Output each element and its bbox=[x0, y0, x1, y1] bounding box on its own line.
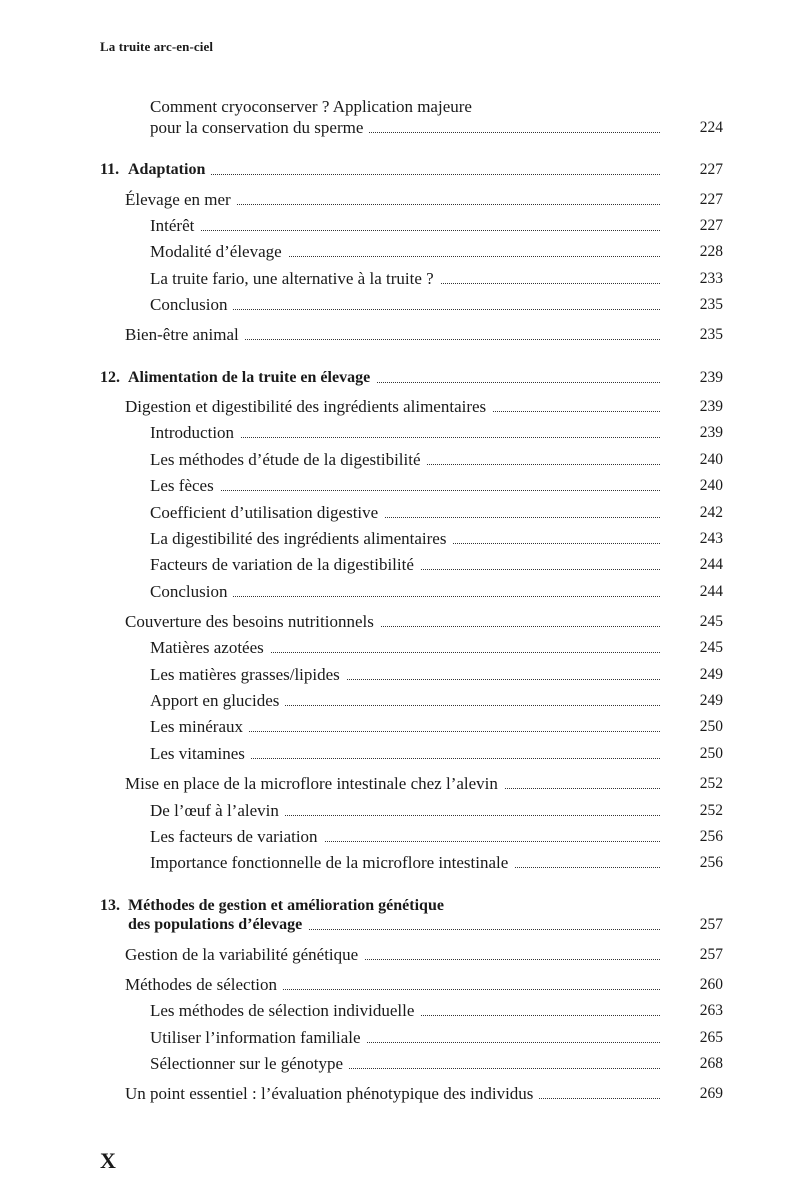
toc-entry-title: Un point essentiel : l’évaluation phénotypique des individus bbox=[125, 1084, 539, 1104]
toc-entry-title: Matières azotées bbox=[150, 638, 270, 658]
chapter-title-cont: des populations d’élevage bbox=[128, 915, 308, 935]
toc-entry[interactable] bbox=[0, 665, 800, 685]
toc-entry[interactable] bbox=[0, 450, 800, 470]
toc-entry-title: Modalité d’élevage bbox=[150, 242, 288, 262]
toc-entry-title: Gestion de la variabilité génétique bbox=[125, 945, 364, 965]
toc-entry-page: 233 bbox=[699, 270, 723, 287]
toc-entry-page: 263 bbox=[699, 1002, 723, 1019]
toc-entry-title: Coefficient d’utilisation digestive bbox=[150, 503, 384, 523]
toc-entry-page: 249 bbox=[699, 666, 723, 683]
toc-entry[interactable] bbox=[0, 975, 800, 995]
toc-entry-title: Élevage en mer bbox=[125, 190, 237, 210]
chapter-title: Adaptation bbox=[128, 161, 206, 178]
toc-entry-page: 252 bbox=[699, 775, 723, 792]
toc-entry-title: Apport en glucides bbox=[150, 691, 285, 711]
toc-entry[interactable] bbox=[0, 476, 800, 496]
toc-entry-title: Intérêt bbox=[150, 216, 200, 236]
toc-chapter-13[interactable] bbox=[0, 915, 800, 935]
toc-entry[interactable] bbox=[0, 242, 800, 262]
toc-entry-title: Facteurs de variation de la digestibilité bbox=[150, 555, 420, 575]
toc-entry-page: 250 bbox=[699, 745, 723, 762]
toc-entry-page: 257 bbox=[699, 916, 723, 933]
toc-entry[interactable] bbox=[0, 853, 800, 873]
toc-entry-page: 227 bbox=[699, 191, 723, 208]
toc-entry[interactable] bbox=[0, 612, 800, 632]
toc-entry-page: 268 bbox=[699, 1055, 723, 1072]
toc-entry-page: 242 bbox=[699, 504, 723, 521]
toc-entry-title: De l’œuf à l’alevin bbox=[150, 801, 285, 821]
toc-entry[interactable] bbox=[0, 555, 800, 575]
chapter-title: Alimentation de la truite en élevage bbox=[128, 369, 371, 386]
toc-entry-title: pour la conservation du sperme bbox=[150, 118, 369, 138]
toc-entry-title: Utiliser l’information familiale bbox=[150, 1028, 367, 1048]
toc-entry[interactable] bbox=[0, 827, 800, 847]
toc-entry-page: 235 bbox=[699, 326, 723, 343]
toc-entry-page: 243 bbox=[699, 530, 723, 547]
toc-entry-title: Méthodes de sélection bbox=[125, 975, 283, 995]
toc-entry-page: 256 bbox=[699, 828, 723, 845]
toc-entry-page: 257 bbox=[699, 946, 723, 963]
toc-entry[interactable] bbox=[0, 295, 800, 315]
toc-entry[interactable] bbox=[0, 945, 800, 965]
dot-leader bbox=[150, 216, 660, 236]
toc-entry-title: Les méthodes de sélection individuelle bbox=[150, 1001, 420, 1021]
toc-entry-title: Importance fonctionnelle de la microflore intestinale bbox=[150, 853, 514, 873]
toc-entry-title: Introduction bbox=[150, 423, 240, 443]
toc-entry-page: 224 bbox=[699, 119, 723, 136]
toc-entry-line: Comment cryoconserver ? Application majeure bbox=[150, 97, 472, 116]
toc-entry[interactable] bbox=[0, 118, 800, 138]
toc-entry[interactable] bbox=[0, 691, 800, 711]
toc-entry-page: 244 bbox=[699, 583, 723, 600]
chapter-number: 13. bbox=[100, 897, 120, 914]
toc-entry[interactable] bbox=[0, 190, 800, 210]
toc-entry-title: La digestibilité des ingrédients alimentaires bbox=[150, 529, 452, 549]
chapter-number: 11. bbox=[100, 161, 120, 178]
toc-entry-title: Les facteurs de variation bbox=[150, 827, 324, 847]
toc-entry[interactable] bbox=[0, 717, 800, 737]
toc-entry[interactable] bbox=[0, 529, 800, 549]
toc-entry-page: 240 bbox=[699, 477, 723, 494]
running-head: La truite arc-en-ciel bbox=[100, 39, 214, 54]
toc-entry[interactable] bbox=[0, 1001, 800, 1021]
toc-entry-title: Les fèces bbox=[150, 476, 220, 496]
page-folio: X bbox=[100, 1148, 116, 1173]
toc-entry-page: 245 bbox=[699, 613, 723, 630]
toc-entry[interactable] bbox=[0, 1028, 800, 1048]
toc-entry[interactable] bbox=[0, 582, 800, 602]
toc-entry-title: Conclusion bbox=[150, 295, 233, 315]
toc-entry-page: 244 bbox=[699, 556, 723, 573]
toc-entry-page: 239 bbox=[699, 369, 723, 386]
toc-entry-title: Les vitamines bbox=[150, 744, 251, 764]
toc-entry-page: 269 bbox=[699, 1085, 723, 1102]
toc-entry-page: 228 bbox=[699, 243, 723, 260]
toc-entry-page: 235 bbox=[699, 296, 723, 313]
toc-entry-page: 240 bbox=[699, 451, 723, 468]
toc-entry-title: Les méthodes d’étude de la digestibilité bbox=[150, 450, 427, 470]
toc-entry[interactable] bbox=[0, 325, 800, 345]
toc-entry-page: 250 bbox=[699, 718, 723, 735]
toc-entry-page: 265 bbox=[699, 1029, 723, 1046]
toc-entry-page: 239 bbox=[699, 398, 723, 415]
toc-entry-title: Les minéraux bbox=[150, 717, 249, 737]
chapter-title: Méthodes de gestion et amélioration génétique bbox=[128, 897, 444, 914]
toc-entry-title: La truite fario, une alternative à la truite ? bbox=[150, 269, 440, 289]
chapter-number: 12. bbox=[100, 369, 120, 386]
toc-entry[interactable] bbox=[0, 397, 800, 417]
toc-entry-page: 252 bbox=[699, 802, 723, 819]
toc-entry-page: 227 bbox=[699, 217, 723, 234]
toc-entry-page: 260 bbox=[699, 976, 723, 993]
toc-entry-page: 245 bbox=[699, 639, 723, 656]
toc-entry[interactable] bbox=[0, 801, 800, 821]
toc-entry-title: Couverture des besoins nutritionnels bbox=[125, 612, 380, 632]
toc-entry[interactable] bbox=[0, 744, 800, 764]
toc-entry-title: Conclusion bbox=[150, 582, 233, 602]
toc-chapter-12[interactable] bbox=[0, 368, 800, 388]
toc-entry-page: 249 bbox=[699, 692, 723, 709]
toc-entry[interactable] bbox=[0, 423, 800, 443]
toc-entry-title: Mise en place de la microflore intestinale chez l’alevin bbox=[125, 774, 504, 794]
toc-entry[interactable] bbox=[0, 269, 800, 289]
toc-entry[interactable] bbox=[0, 774, 800, 794]
toc-entry[interactable] bbox=[0, 1054, 800, 1074]
toc-entry-page: 256 bbox=[699, 854, 723, 871]
toc-entry-page: 239 bbox=[699, 424, 723, 441]
toc-entry[interactable] bbox=[0, 503, 800, 523]
toc-entry[interactable] bbox=[0, 1084, 800, 1104]
toc-entry-title: Bien-être animal bbox=[125, 325, 245, 345]
toc-entry[interactable] bbox=[0, 638, 800, 658]
dot-leader bbox=[150, 476, 660, 496]
toc-entry-page: 227 bbox=[699, 161, 723, 178]
toc-entry[interactable] bbox=[0, 216, 800, 236]
toc-entry-title: Sélectionner sur le génotype bbox=[150, 1054, 349, 1074]
toc-chapter-11[interactable] bbox=[0, 160, 800, 180]
toc-entry-title: Digestion et digestibilité des ingrédients alimentaires bbox=[125, 397, 492, 417]
toc-entry-title: Les matières grasses/lipides bbox=[150, 665, 346, 685]
